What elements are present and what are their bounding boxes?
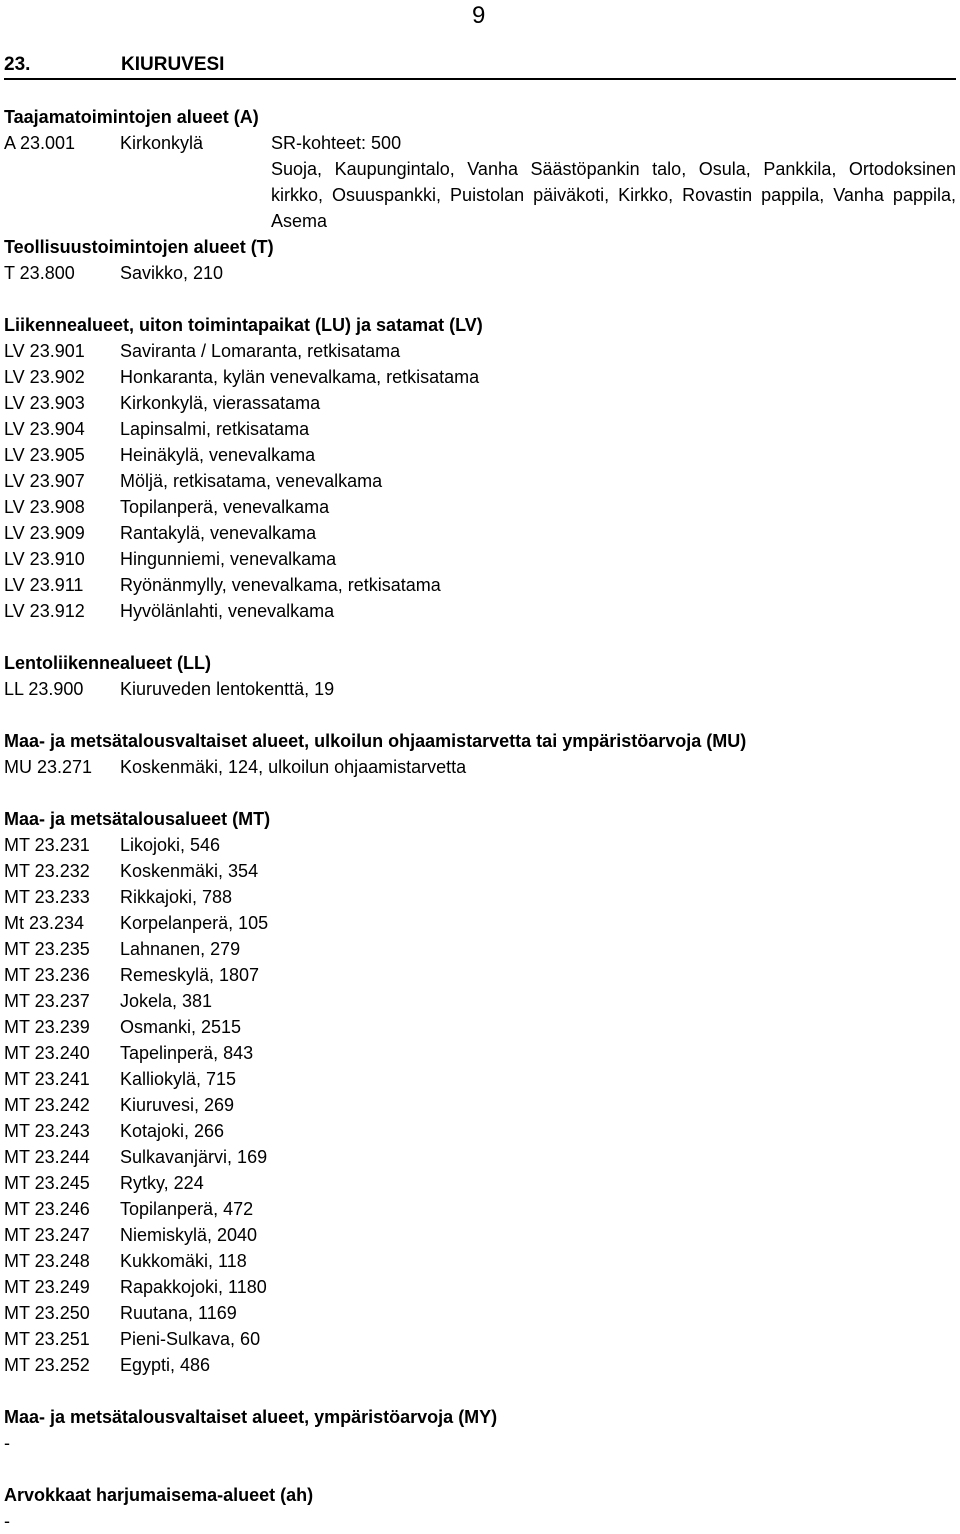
list-item: [4, 1196, 956, 1222]
list-item: [4, 884, 956, 910]
area-code: MT 23.248: [4, 1251, 90, 1271]
list-item: [4, 338, 956, 364]
area-name: Tapelinperä, 843: [120, 1043, 254, 1063]
area-code: LV 23.905: [4, 445, 85, 465]
section-mu-title: Maa- ja metsätalousvaltaiset alueet, ulkoilun ohjaamistarvetta tai ympäristöarvoja (MU): [4, 731, 747, 751]
area-name: Heinäkylä, venevalkama: [120, 445, 316, 465]
municipality-header: [4, 52, 956, 80]
area-name: Ryönänmylly, venevalkama, retkisatama: [120, 575, 441, 595]
list-item: [4, 754, 956, 780]
area-name: Möljä, retkisatama, venevalkama: [120, 471, 383, 491]
area-name: Rytky, 224: [120, 1173, 204, 1193]
section-mt-list: [4, 832, 956, 1378]
area-code: MT 23.235: [4, 939, 90, 959]
list-item: [4, 416, 956, 442]
area-code: LV 23.908: [4, 497, 85, 517]
list-item: [4, 260, 956, 286]
area-code: MT 23.232: [4, 861, 90, 881]
page-number: 9: [472, 2, 486, 29]
list-item: [4, 1248, 956, 1274]
area-code: LV 23.901: [4, 341, 85, 361]
area-code: MU 23.271: [4, 757, 93, 777]
area-code: LV 23.903: [4, 393, 85, 413]
area-code: T 23.800: [4, 263, 75, 283]
area-code: MT 23.246: [4, 1199, 90, 1219]
area-name: Likojoki, 546: [120, 835, 221, 855]
area-code: MT 23.233: [4, 887, 90, 907]
area-code: LL 23.900: [4, 679, 84, 699]
sr-line: Suoja, Kaupungintalo, Vanha Säästöpankin talo, Osula, Pankkila, Ortodoksinen: [271, 159, 956, 179]
list-item: [4, 598, 956, 624]
area-code: MT 23.247: [4, 1225, 90, 1245]
area-name: Saviranta / Lomaranta, retkisatama: [120, 341, 401, 361]
municipality-name: KIURUVESI: [121, 54, 225, 75]
list-item: [4, 442, 956, 468]
area-name: Topilanperä, venevalkama: [120, 497, 330, 517]
area-code: Mt 23.234: [4, 913, 85, 933]
list-item: [4, 858, 956, 884]
area-code: MT 23.237: [4, 991, 90, 1011]
list-item: [4, 936, 956, 962]
area-name: Honkaranta, kylän venevalkama, retkisatama: [120, 367, 480, 387]
area-name: Remeskylä, 1807: [120, 965, 260, 985]
area-code: MT 23.231: [4, 835, 90, 855]
list-item: [4, 1092, 956, 1118]
area-name: Kirkonkylä, vierassatama: [120, 393, 321, 413]
area-name: Kalliokylä, 715: [120, 1069, 237, 1089]
section-lv-list: [4, 338, 956, 624]
area-code: A 23.001: [4, 133, 76, 153]
area-name: Lapinsalmi, retkisatama: [120, 419, 310, 439]
area-name: Lahnanen, 279: [120, 939, 241, 959]
municipality-number: 23.: [4, 54, 31, 75]
section-ah-title: Arvokkaat harjumaisema-alueet (ah): [4, 1485, 314, 1505]
area-name: Jokela, 381: [120, 991, 213, 1011]
area-name: Koskenmäki, 124, ulkoilun ohjaamistarvetta: [120, 757, 467, 777]
area-code: LV 23.904: [4, 419, 85, 439]
list-item: [4, 468, 956, 494]
document-body: [4, 104, 956, 1534]
section-my-title: Maa- ja metsätalousvaltaiset alueet, ympäristöarvoja (MY): [4, 1407, 498, 1427]
area-name: Topilanperä, 472: [120, 1199, 254, 1219]
section-ll-title: Lentoliikennealueet (LL): [4, 653, 212, 673]
list-item: [4, 1014, 956, 1040]
list-item: [4, 1326, 956, 1352]
area-code: LV 23.911: [4, 575, 84, 595]
area-name: Koskenmäki, 354: [120, 861, 259, 881]
area-name: Kiuruvesi, 269: [120, 1095, 235, 1115]
list-item: [4, 1352, 956, 1378]
list-item: [4, 988, 956, 1014]
area-code: MT 23.250: [4, 1303, 90, 1323]
area-name: Savikko, 210: [120, 263, 224, 283]
area-code: MT 23.245: [4, 1173, 90, 1193]
list-item: [4, 1066, 956, 1092]
area-name: Kirkonkylä: [120, 133, 204, 153]
area-name: Sulkavanjärvi, 169: [120, 1147, 268, 1167]
area-name: Kotajoki, 266: [120, 1121, 225, 1141]
list-item: [4, 910, 956, 936]
area-code: MT 23.240: [4, 1043, 90, 1063]
area-code: MT 23.236: [4, 965, 90, 985]
list-item: [4, 1118, 956, 1144]
list-item: [4, 1040, 956, 1066]
area-name: Rantakylä, venevalkama: [120, 523, 317, 543]
area-code: MT 23.241: [4, 1069, 90, 1089]
area-name: Osmanki, 2515: [120, 1017, 242, 1037]
area-name: Kiuruveden lentokenttä, 19: [120, 679, 335, 699]
section-ah-empty: -: [4, 1511, 10, 1531]
list-item: [4, 962, 956, 988]
list-item: [4, 546, 956, 572]
section-a-title: Taajamatoimintojen alueet (A): [4, 107, 259, 127]
area-name: Rikkajoki, 788: [120, 887, 233, 907]
list-item: [4, 676, 956, 702]
area-name: Ruutana, 1169: [120, 1303, 237, 1323]
list-item: [4, 1274, 956, 1300]
area-code: MT 23.251: [4, 1329, 90, 1349]
area-code: LV 23.907: [4, 471, 85, 491]
list-item: [4, 1144, 956, 1170]
sr-line: kirkko, Osuuspankki, Puistolan päiväkoti, Kirkko, Rovastin pappila, Vanha pappila,: [271, 185, 956, 205]
area-code: LV 23.909: [4, 523, 85, 543]
area-code: MT 23.242: [4, 1095, 90, 1115]
area-code: LV 23.912: [4, 601, 85, 621]
section-my-empty: -: [4, 1433, 10, 1453]
list-item: [4, 572, 956, 598]
list-item: [4, 832, 956, 858]
section-t-title: Teollisuustoimintojen alueet (T): [4, 237, 274, 257]
list-item: [4, 1222, 956, 1248]
list-item: [4, 520, 956, 546]
area-name: Kukkomäki, 118: [120, 1251, 247, 1271]
area-code: MT 23.243: [4, 1121, 90, 1141]
sr-label: SR-kohteet: 500: [271, 133, 402, 153]
section-lv-title: Liikennealueet, uiton toimintapaikat (LU) ja satamat (LV): [4, 315, 483, 335]
area-code: MT 23.249: [4, 1277, 90, 1297]
area-name: Rapakkojoki, 1180: [120, 1277, 267, 1297]
section-a-row: [4, 130, 956, 156]
area-name: Korpelanperä, 105: [120, 913, 269, 933]
area-code: MT 23.239: [4, 1017, 90, 1037]
area-name: Egypti, 486: [120, 1355, 211, 1375]
area-code: LV 23.902: [4, 367, 85, 387]
section-mt-title: Maa- ja metsätalousalueet (MT): [4, 809, 271, 829]
area-name: Niemiskylä, 2040: [120, 1225, 258, 1245]
area-name: Hyvölänlahti, venevalkama: [120, 601, 335, 621]
area-code: MT 23.244: [4, 1147, 90, 1167]
list-item: [4, 494, 956, 520]
list-item: [4, 364, 956, 390]
sr-line: Asema: [271, 211, 328, 231]
list-item: [4, 1300, 956, 1326]
area-name: Hingunniemi, venevalkama: [120, 549, 337, 569]
area-code: MT 23.252: [4, 1355, 90, 1375]
list-item: [4, 390, 956, 416]
area-name: Pieni-Sulkava, 60: [120, 1329, 261, 1349]
list-item: [4, 1170, 956, 1196]
area-code: LV 23.910: [4, 549, 85, 569]
